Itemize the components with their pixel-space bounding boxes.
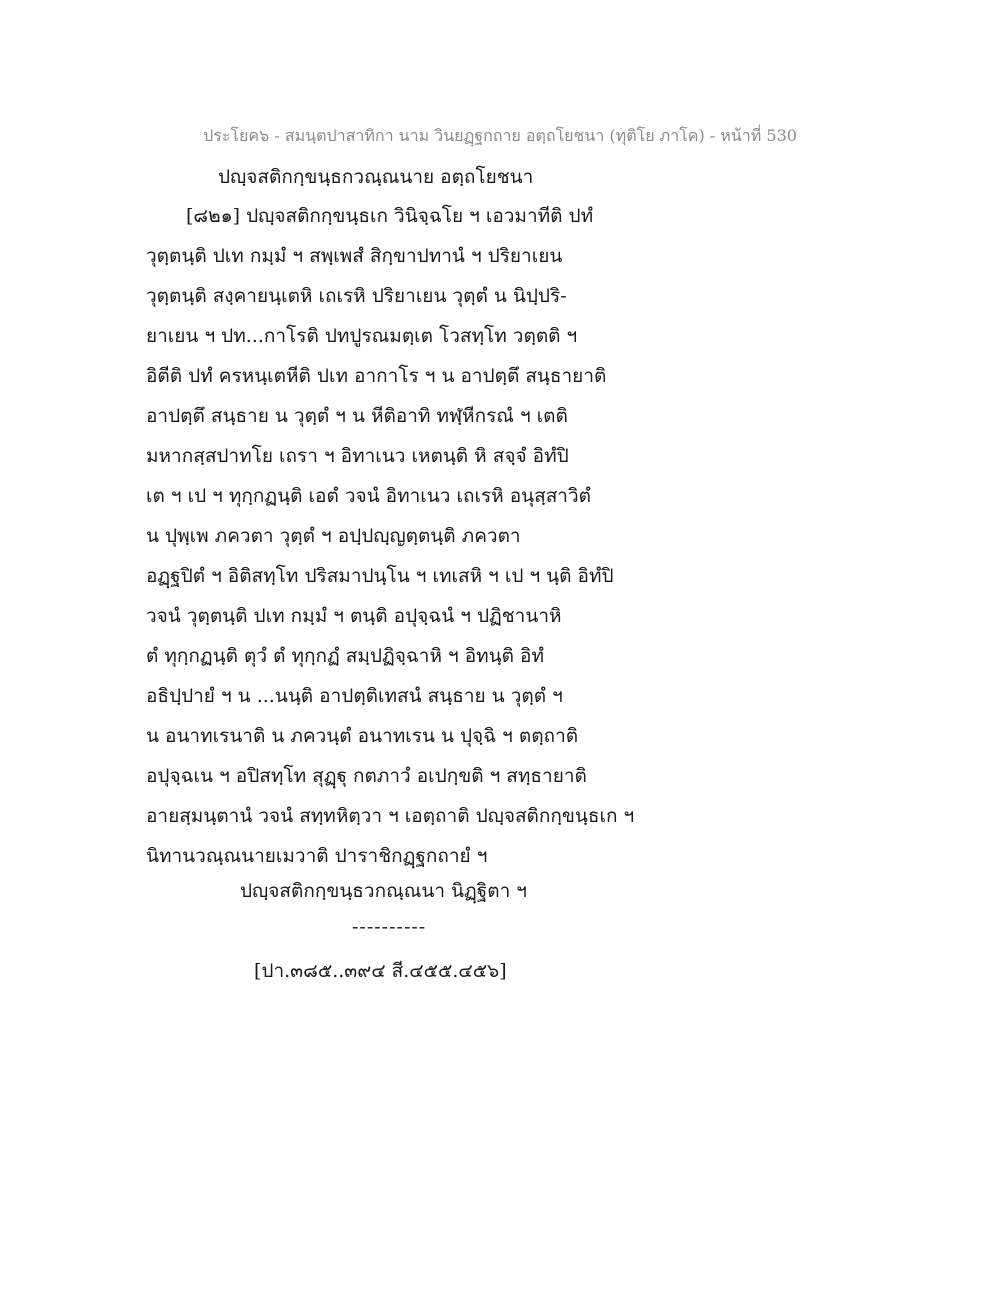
body-line: [๘๒๑] ปญฺจสติกกฺขนฺธเก วินิจฺฉโย ฯ เอวมาทีติ ปทํ [186, 205, 594, 227]
body-line: วุตฺตนฺติ สงฺคายนฺเตหิ เถเรหิ ปริยาเยน วุตฺตํ น นิปฺปริ- [146, 285, 567, 307]
page-reference: [ปา.๓๘๕..๓๙๔ สี.๔๕๕.๔๕๖] [254, 960, 507, 982]
body-line: อายสฺมนฺตานํ วจนํ สทฺทหิตฺวา ฯ เอตฺถาติ ปญฺจสติกกฺขนฺธเก ฯ [146, 805, 635, 827]
body-line: ตํ ทุกฺกฏนฺติ ตุวํ ตํ ทุกฺกฏํ สมฺปฏิจฺฉาหิ ฯ อิทนฺติ อิทํ [146, 645, 544, 667]
body-line: น อนาทเรนาติ น ภควนฺตํ อนาทเรน น ปุจฺฉิ ฯ ตตฺถาติ [146, 725, 579, 747]
body-line: นิทานวณฺณนายเมวาติ ปาราชิกฏฺฐกถายํ ฯ [146, 845, 488, 867]
body-line: ยาเยน ฯ ปท...กาโรติ ปทปูรณมตฺเต โวสทฺโท วตฺตติ ฯ [146, 325, 578, 347]
body-line: วจนํ วุตฺตนฺติ ปเท กมฺมํ ฯ ตนฺติ อปุจฺฉนํ ฯ ปฏิชานาหิ [146, 605, 562, 627]
body-line: อฏฺฐปิตํ ฯ อิติสทฺโท ปริสมาปนฺโน ฯ เทเสหิ ฯ เป ฯ นฺติ อิทํปิ [146, 565, 614, 587]
running-header: ประโยค๖ - สมนฺตปาสาทิกา นาม วินยฏฺฐกถาย อตฺถโยชนา (ทุติโย ภาโค) - หน้าที่ 530 [203, 126, 797, 145]
section-divider: ---------- [352, 916, 427, 938]
body-line: อาปตฺตึ สนฺธาย น วุตฺตํ ฯ น หีติอาทิ ทฬฺหีกรณํ ฯ เตติ [146, 405, 568, 427]
body-line: อปุจฺฉเน ฯ อปิสทฺโท สุฏฺฐุ กตภาวํ อเปกฺขติ ฯ สทฺธายาติ [146, 765, 587, 787]
body-line: วุตฺตนฺติ ปเท กมฺมํ ฯ สพฺเพสํ สิกฺขาปทานํ ฯ ปริยาเยน [146, 245, 563, 267]
body-line: มหากสฺสปาทโย เถรา ฯ อิทาเนว เหตนฺติ หิ สจฺจํ อิทํปิ [146, 445, 569, 467]
body-line: น ปุพฺเพ ภควตา วุตฺตํ ฯ อปฺปญฺญตฺตนฺติ ภควตา [146, 525, 521, 547]
body-text [146, 202, 646, 882]
section-title: ปญฺจสติกกฺขนฺธกวณฺณนาย อตฺถโยชนา [218, 166, 534, 188]
body-line: เต ฯ เป ฯ ทุกฺกฏนฺติ เอตํ วจนํ อิทาเนว เถเรหิ อนุสฺสาวิตํ [146, 485, 591, 507]
body-line: อิตีติ ปทํ ครหนฺเตหีติ ปเท อากาโร ฯ น อาปตฺตึ สนฺธายาติ [146, 365, 607, 387]
body-line: อธิปฺปายํ ฯ น ...นนฺติ อาปตฺติเทสนํ สนฺธาย น วุตฺตํ ฯ [146, 685, 563, 707]
closing-line: ปญฺจสติกกฺขนฺธวกณฺณนา นิฏฺฐิตา ฯ [240, 880, 527, 902]
